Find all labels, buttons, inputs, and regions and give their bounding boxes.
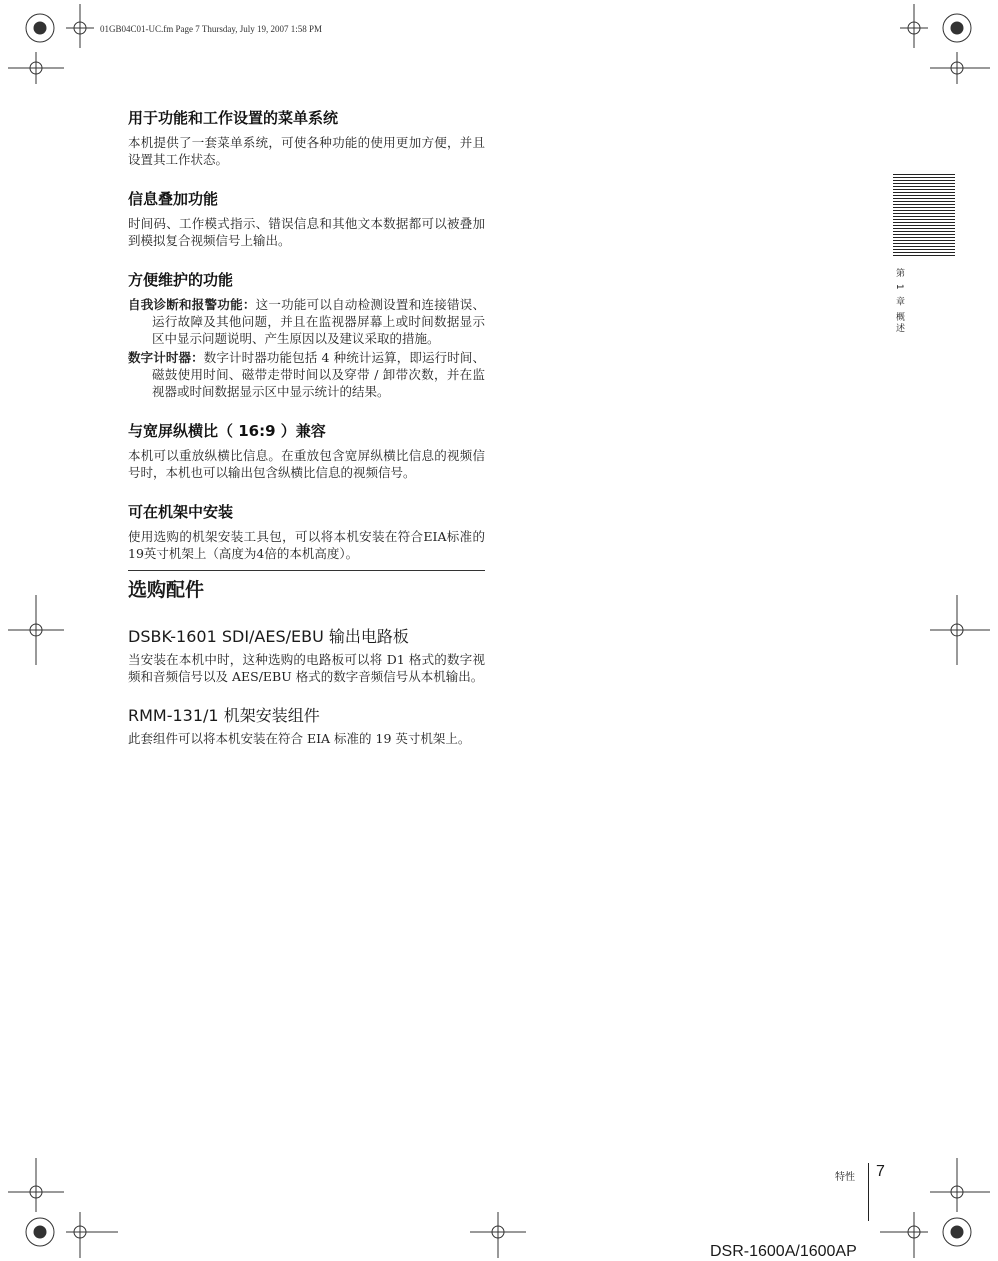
term-item <box>128 296 485 347</box>
registration-mark-icon <box>943 14 971 42</box>
section <box>128 421 485 481</box>
crosshair-icon <box>8 595 64 665</box>
section-heading: 用于功能和工作设置的菜单系统 <box>128 109 339 127</box>
term-item <box>128 349 485 400</box>
option-body: 此套组件可以将本机安装在符合 EIA 标准的 19 英寸机架上。 <box>128 731 471 746</box>
option-heading: RMM-131/1 机架安装组件 <box>128 706 320 725</box>
section-body: 使用选购的机架安装工具包，可以将本机安装在符合EIA标准的19英寸机架上（高度为4倍的本机高度）。 <box>128 529 485 561</box>
crosshair-icon <box>66 4 94 48</box>
section-heading: 与宽屏纵横比（ 16:9 ）兼容 <box>128 422 326 440</box>
footer-section-label: 特性 <box>835 1172 855 1183</box>
crosshair-icon <box>8 52 64 84</box>
term-text: 数字计时器功能包括 4 种统计运算，即运行时间、磁鼓使用时间、磁带走带时间以及穿带 / 卸带次数，并在监视器或时间数据显示区中显示统计的结果。 <box>152 350 485 399</box>
crosshair-icon <box>930 1158 990 1212</box>
chapter-tab: 第 1 章 概述 <box>894 268 904 335</box>
crosshair-icon <box>470 1212 526 1258</box>
registration-mark-icon <box>943 1218 971 1246</box>
section-body: 时间码、工作模式指示、错误信息和其他文本数据都可以被叠加到模拟复合视频信号上输出。 <box>128 216 485 248</box>
term-label: 数字计时器： <box>128 350 204 365</box>
crosshair-icon <box>930 52 990 84</box>
main-content <box>128 108 485 768</box>
term-text: 这一功能可以自动检测设置和连接错误、运行故障及其他问题，并且在监视器屏幕上或时间数据显示区中显示问题说明、产生原因以及建议采取的措施。 <box>152 297 485 346</box>
footer-divider <box>868 1163 869 1221</box>
model-name: DSR-1600A/1600AP <box>710 1243 857 1260</box>
section-heading: 可在机架中安装 <box>128 503 234 521</box>
chapter-thumb-bars <box>893 174 955 258</box>
option-heading: DSBK-1601 SDI/AES/EBU 输出电路板 <box>128 627 409 646</box>
registration-mark-icon <box>26 14 54 42</box>
divider <box>128 570 485 571</box>
section-body: 本机提供了一套菜单系统，可使各种功能的使用更加方便，并且设置其工作状态。 <box>128 135 485 167</box>
section-body: 本机可以重放纵横比信息。在重放包含宽屏纵横比信息的视频信号时，本机也可以输出包含纵横比信息的视频信号。 <box>128 448 485 480</box>
registration-mark-icon <box>26 1218 54 1246</box>
page-number: 7 <box>876 1163 885 1180</box>
crosshair-icon <box>880 1212 928 1258</box>
section <box>128 189 485 249</box>
maintenance-section <box>128 270 485 400</box>
section <box>128 502 485 562</box>
crosshair-icon <box>900 4 928 48</box>
crosshair-icon <box>66 1212 118 1258</box>
file-header: 01GB04C01-UC.fm Page 7 Thursday, July 19, 2007 1:58 PM <box>100 24 323 34</box>
section-heading: 信息叠加功能 <box>128 190 219 208</box>
crosshair-icon <box>8 1158 64 1212</box>
section <box>128 108 485 168</box>
section-heading: 方便维护的功能 <box>128 271 234 289</box>
crosshair-icon <box>930 595 990 665</box>
option-item <box>128 706 485 747</box>
chapter-title: 选购配件 <box>128 579 205 601</box>
option-body: 当安装在本机中时，这种选购的电路板可以将 D1 格式的数字视频和音频信号以及 AES/EBU 格式的数字音频信号从本机输出。 <box>128 652 485 684</box>
option-item <box>128 627 485 685</box>
term-label: 自我诊断和报警功能： <box>128 297 256 312</box>
